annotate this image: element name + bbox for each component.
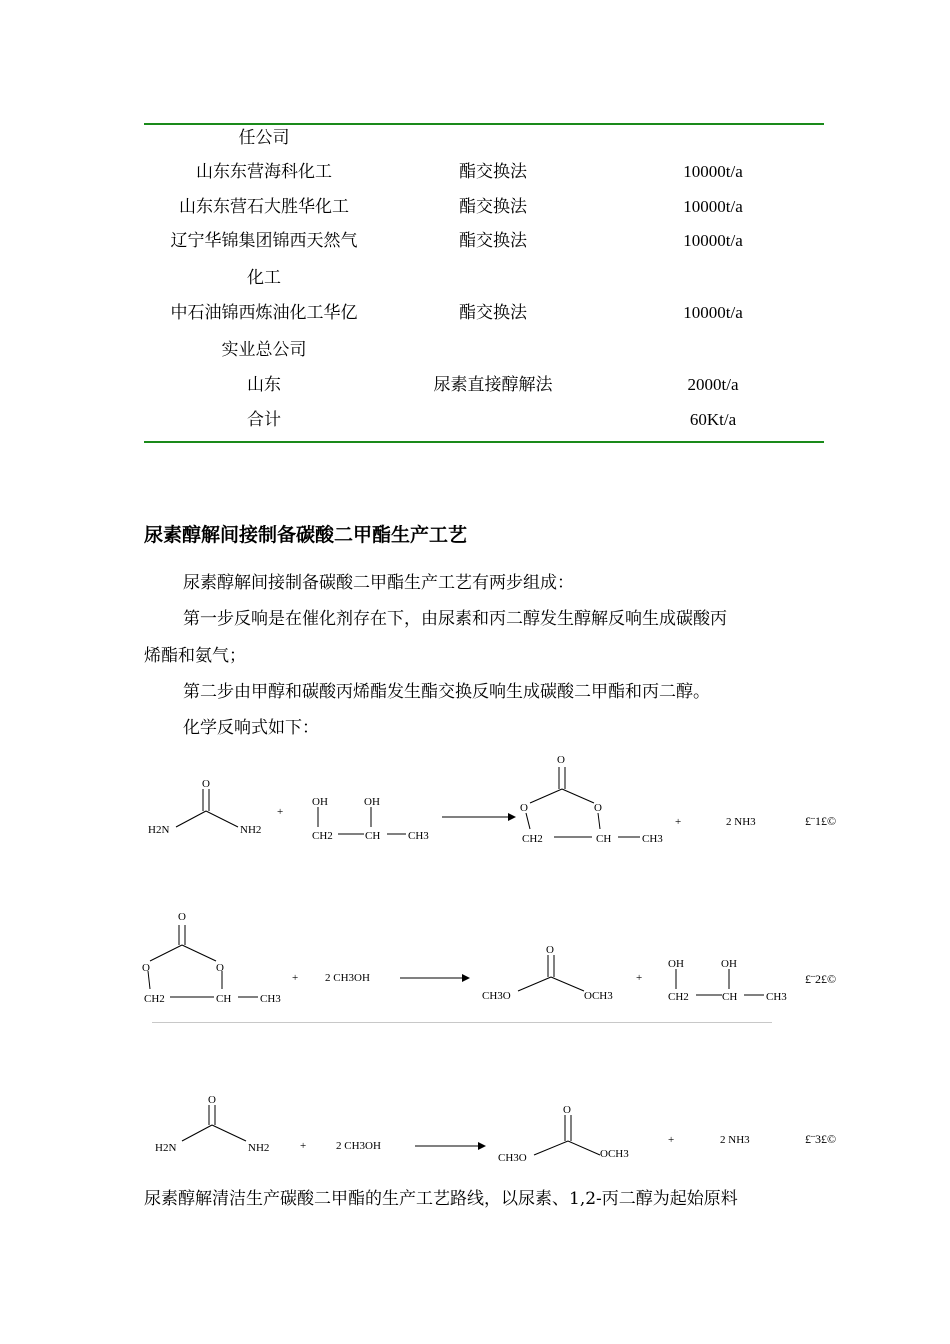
paragraph: 烯酯和氨气；	[144, 646, 246, 666]
paragraph: 第二步由甲醇和碳酸丙烯酯发生酯交换反响生成碳酸二甲酯和丙二醇。	[183, 682, 710, 702]
table-cell-method: 酯交换法	[459, 197, 527, 217]
table-cell-capacity: 2000t/a	[687, 375, 739, 394]
table-cell-method: 酯交换法	[459, 162, 527, 182]
table-cell-company: 山东东营石大胜华化工	[179, 197, 349, 217]
oh-label: OH	[721, 958, 737, 970]
ch3-label: CH3	[642, 833, 663, 845]
table-cell-company: 实业总公司	[221, 340, 307, 360]
ch3o-label: CH3O	[498, 1152, 527, 1164]
o-label: O	[563, 1104, 571, 1116]
nh3-label: 2 NH3	[726, 816, 756, 828]
table-cell-company: 化工	[247, 268, 281, 288]
separator-line	[152, 1022, 772, 1023]
ch2-label: CH2	[522, 833, 543, 845]
reaction-equation-1	[0, 745, 950, 860]
table-cell-capacity: 10000t/a	[683, 197, 743, 216]
o-label: O	[178, 911, 186, 923]
ch3-label: CH3	[260, 993, 281, 1005]
table-cell-company: 辽宁华锦集团锦西天然气	[170, 231, 358, 251]
och3-label: OCH3	[584, 990, 613, 1002]
table-cell-capacity: 10000t/a	[683, 231, 743, 250]
table-cell-capacity: 10000t/a	[683, 162, 743, 181]
ch-label: CH	[722, 991, 738, 1003]
o-label: O	[142, 962, 150, 974]
ch2-label: CH2	[312, 830, 333, 842]
table-cell-capacity: 10000t/a	[683, 303, 743, 322]
o-label: O	[216, 962, 224, 974]
ch-label: CH	[365, 830, 381, 842]
reaction-equation-3	[0, 1085, 950, 1175]
table-cell-company: 中石油锦西炼油化工华亿	[170, 303, 358, 323]
plus-sign: +	[292, 972, 299, 984]
o-label: O	[546, 944, 554, 956]
plus-sign: +	[675, 816, 682, 828]
h2n-label: H2N	[155, 1142, 177, 1154]
ch2-label: CH2	[668, 991, 689, 1003]
reaction-equation-2	[0, 905, 950, 1020]
plus-sign: +	[300, 1140, 307, 1152]
paragraph: 尿素醇解间接制备碳酸二甲酯生产工艺有两步组成：	[183, 573, 574, 593]
ch2-label: CH2	[144, 993, 165, 1005]
oh-label: OH	[668, 958, 684, 970]
table-cell-method: 酯交换法	[459, 231, 527, 251]
table-cell-company: 山东东营海科化工	[196, 162, 332, 182]
paragraph: 化学反响式如下：	[183, 718, 319, 738]
paragraph: 尿素醇解清洁生产碳酸二甲酯的生产工艺路线，以尿素、1,2-丙二醇为起始原料	[144, 1189, 738, 1209]
table-top-rule	[144, 123, 824, 125]
ch3-label: CH3	[766, 991, 787, 1003]
ch3o-label: CH3O	[482, 990, 511, 1002]
nh2-label: NH2	[240, 824, 262, 836]
section-heading: 尿素醇解间接制备碳酸二甲酯生产工艺	[144, 524, 468, 546]
nh2-label: NH2	[248, 1142, 270, 1154]
equation-number: £¨3£©	[805, 1132, 837, 1146]
nh3-label: 2 NH3	[720, 1134, 750, 1146]
equation-number: £¨1£©	[805, 814, 837, 828]
oh-label: OH	[364, 796, 380, 808]
table-cell-company: 合计	[247, 410, 281, 430]
o-label: O	[202, 778, 210, 790]
table-cell-capacity: 60Kt/a	[689, 410, 737, 429]
o-label: O	[208, 1094, 216, 1106]
table-bottom-rule	[144, 441, 824, 443]
h2n-label: H2N	[148, 824, 170, 836]
table-cell-method: 尿素直接醇解法	[433, 375, 553, 395]
ch-label: CH	[596, 833, 612, 845]
o-label: O	[594, 802, 602, 814]
paragraph: 第一步反响是在催化剂存在下，由尿素和丙二醇发生醇解反响生成碳酸丙	[183, 609, 727, 629]
plus-sign: +	[277, 806, 284, 818]
o-label: O	[557, 754, 565, 766]
equation-number: £¨2£©	[805, 972, 837, 986]
ch3-label: CH3	[408, 830, 429, 842]
o-label: O	[520, 802, 528, 814]
ch-label: CH	[216, 993, 232, 1005]
table-cell-company: 任公司	[238, 128, 290, 148]
och3-label: OCH3	[600, 1148, 629, 1160]
oh-label: OH	[312, 796, 328, 808]
plus-sign: +	[668, 1134, 675, 1146]
plus-sign: +	[636, 972, 643, 984]
methanol-label: 2 CH3OH	[336, 1140, 381, 1152]
table-cell-company: 山东	[247, 375, 281, 395]
methanol-label: 2 CH3OH	[325, 972, 370, 984]
table-cell-method: 酯交换法	[459, 303, 527, 323]
